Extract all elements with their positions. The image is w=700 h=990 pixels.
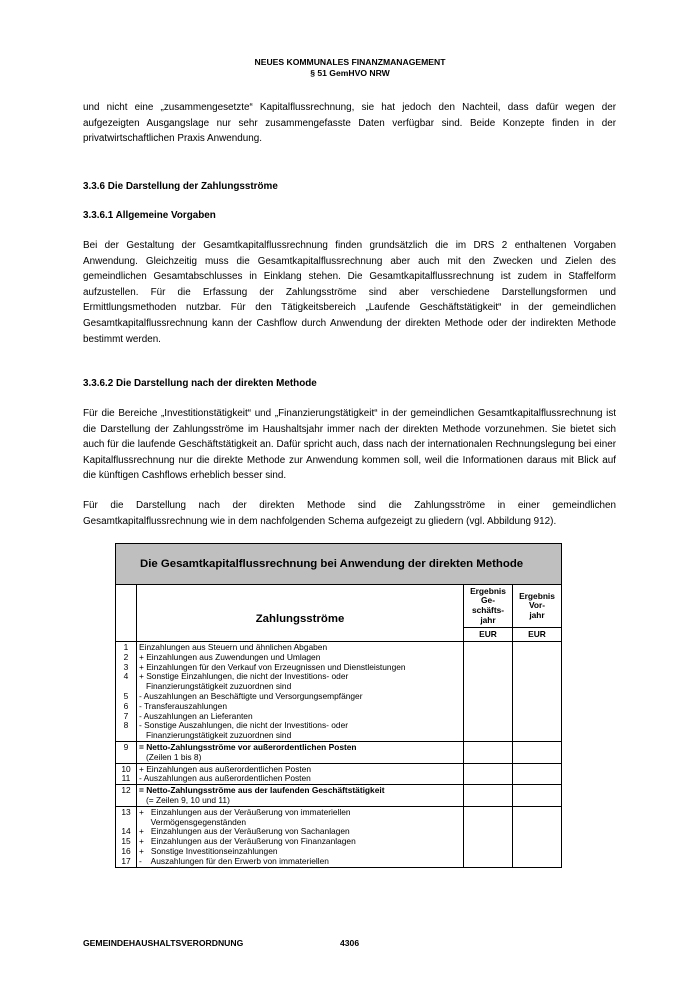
row-numbers: 12 <box>116 785 137 807</box>
value-cell-prior <box>513 785 562 807</box>
paragraph-3-3-6-1: Bei der Gestaltung der Gesamtkapitalflussrechnung finden grundsätzlich die im DRS 2 enthaltenen Vorgaben Anwendung. Gleichzeitig muss die Gesamtkapitalflussrechnung aber auch mit den Zwecken und Zielen des gemeindlichen Gesamtabschlusses in Einklang stehen. Die Gesamtkapitalflussrechnung ist zudem in Staffelform aufzustellen. Für die Erfassung der Zahlungsströme sind aber verschiedene Darstellungsformen und Ermittlungsmethoden nutzbar. Für den Tätigkeitsbereich „Laufende Geschäftstätigkeit“ in der gemeindlichen Gesamtkapitalflussrechnung kann der Cashflow durch Anwendung der direkten Methode oder der indirekten Methode bestimmt werden. <box>83 240 616 345</box>
paragraph-3-3-6-2-b: Für die Darstellung nach der direkten Methode sind die Zahlungsströme in einer gemeindlichen Gesamtkapitalflussrechnung wie in dem nachfolgenden Schema aufgezeigt zu gliedern (vgl. Abbildung 912). <box>83 500 616 527</box>
table-title: Die Gesamtkapitalflussrechnung bei Anwendung der direkten Methode <box>116 544 562 585</box>
value-cell-prior <box>513 763 562 785</box>
value-cell-current <box>464 642 513 742</box>
header-line-2: § 51 GemHVO NRW <box>310 68 390 78</box>
heading-3-3-6-2: 3.3.6.2 Die Darstellung nach der direkten Methode <box>83 378 317 389</box>
row-labels: + Einzahlungen aus der Veräußerung von immateriellen Vermögensgegenständen + Einzahlungen aus der Veräußerung von Sachanlagen + Einzahlungen aus der Veräußerung von Finanzanlagen + Sonstige Investitionseinzahlungen - Auszahlungen für den Erwerb von immateriellen <box>137 806 464 867</box>
value-cell-prior <box>513 741 562 763</box>
table-row-group-4 <box>116 785 562 807</box>
number-column-header <box>116 585 137 642</box>
header-line-1: NEUES KOMMUNALES FINANZMANAGEMENT <box>254 57 446 67</box>
heading-3-3-6-1: 3.3.6.1 Allgemeine Vorgaben <box>83 210 216 221</box>
value-cell-current <box>464 785 513 807</box>
column-header-zahlungsstroeme: Zahlungsströme <box>137 585 464 642</box>
table-row-group-2 <box>116 741 562 763</box>
row-labels: = Netto-Zahlungsströme vor außerordentlichen Posten (Zeilen 1 bis 8) <box>137 741 464 763</box>
row-labels: = Netto-Zahlungsströme aus der laufenden Geschäftstätigkeit (= Zeilen 9, 10 und 11) <box>137 785 464 807</box>
column-header-prior-year: Ergebnis Vor- jahr <box>513 585 562 628</box>
paragraph-3-3-6-2-a: Für die Bereiche „Investitionstätigkeit“ und „Finanzierungstätigkeit“ in der gemeindlichen Gesamtkapitalflussrechnung ist die Darstellung der Zahlungsströme im Haushaltsjahr immer nach der direkten Methode vorzunehmen. Sie bietet sich auch für die laufende Geschäftstätigkeit an. Dafür spricht auch, dass nach der internationalen Rechnungslegung bei einer Kapitalflussrechnung nur die direkte Methode zur Anwendung kommen soll, weil die Informationen daraus mit Blick auf die künftigen Cashflows erheblich besser sind. <box>83 408 616 482</box>
cashflow-schema-table <box>115 543 562 868</box>
value-cell-current <box>464 741 513 763</box>
value-cell-prior <box>513 806 562 867</box>
row-numbers: 9 <box>116 741 137 763</box>
row-numbers: 13 14 15 16 17 <box>116 806 137 867</box>
heading-3-3-6: 3.3.6 Die Darstellung der Zahlungsströme <box>83 181 278 192</box>
page-number: 4306 <box>340 938 360 948</box>
row-labels: Einzahlungen aus Steuern und ähnlichen Abgaben + Einzahlungen aus Zuwendungen und Umlagen + Einzahlungen für den Verkauf von Erzeugnissen und Dienstleistungen + Sonstige Einzahlungen, die nicht der Investitions- oder Finanzierungstätigkeit zuzuordnen sind - Auszahlungen an Beschäftigte und Versorgungsempfänger - Transferauszahlungen - Auszahlungen an Lieferanten - Sonstige Auszahlungen, die nicht der Investitions- oder Finanzierungstätigkeit zuzuordnen sind <box>137 642 464 742</box>
column-header-current-year: Ergebnis Ge- schäfts- jahr <box>464 585 513 628</box>
page-header <box>0 57 700 79</box>
table-row-group-1 <box>116 642 562 742</box>
row-numbers: 10 11 <box>116 763 137 785</box>
row-labels: + Einzahlungen aus außerordentlichen Posten - Auszahlungen aus außerordentlichen Posten <box>137 763 464 785</box>
value-cell-prior <box>513 642 562 742</box>
currency-current: EUR <box>464 628 513 642</box>
currency-prior: EUR <box>513 628 562 642</box>
intro-paragraph: und nicht eine „zusammengesetzte“ Kapitalflussrechnung, sie hat jedoch den Nachteil, dass dafür wegen der aufgezeigten Ausgangslage nur sehr zusammengefasste Daten verfügbar sind. Beide Konzepte finden in der privatwirtschaftlichen Praxis Anwendung. <box>83 102 616 145</box>
table-row-group-5 <box>116 806 562 867</box>
value-cell-current <box>464 806 513 867</box>
row-numbers: 1 2 3 4 5 6 7 8 <box>116 642 137 742</box>
footer-title: GEMEINDEHAUSHALTSVERORDNUNG <box>83 938 244 948</box>
value-cell-current <box>464 763 513 785</box>
table-row-group-3 <box>116 763 562 785</box>
